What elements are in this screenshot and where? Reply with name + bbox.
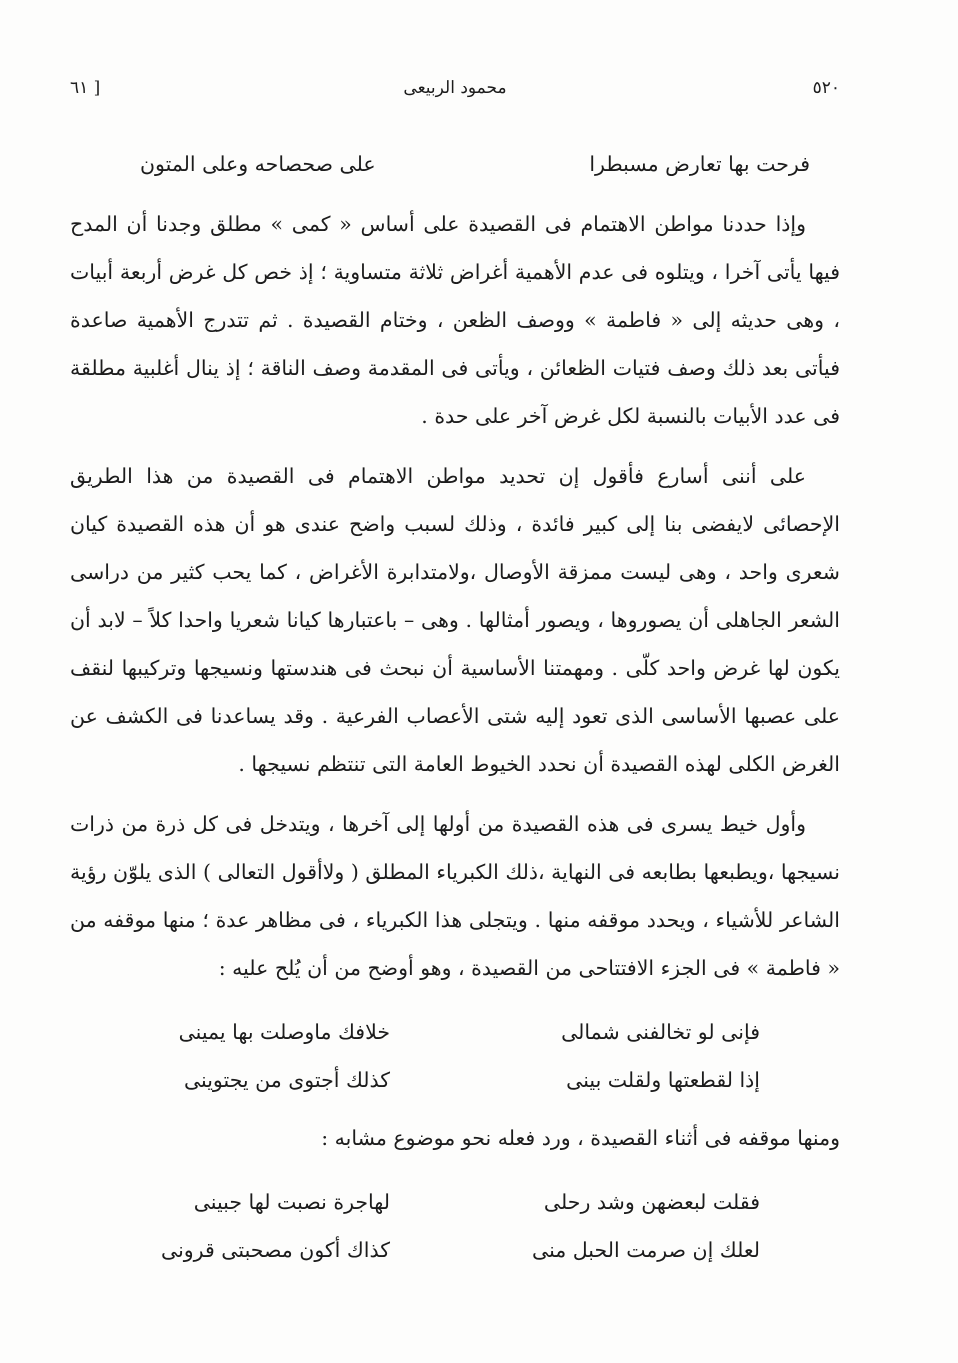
verse-half-1: لعلك إن صرمت الحبل منى	[532, 1238, 760, 1262]
verse-half-1: فإنى لو تخالفنى شمالى	[561, 1020, 760, 1044]
verse-half-2: كذاك أكون مصحبتى قرونى	[160, 1238, 390, 1262]
verse-half-2: لهاجرة نصبت لها جبينى	[193, 1190, 390, 1214]
verse-half-2: كذلك أجتوى من يجتوينى	[183, 1068, 390, 1092]
verse-half-2: خلافك ماوصلت بها يمينى	[178, 1020, 390, 1044]
paragraph-1: وإذا حددنا مواطن الاهتمام فى القصيدة على أساس « كمى » مطلق وجدنا أن المدح فيها يأتى آخرا ، ويتلوه فى عدم الأهمية أغراض ثلاثة متساوية ؛ إذ خص كل غرض أربعة أبيات ، وهى حديثه إلى « فاطمة » ووصف الظعن ، وختام القصيدة . ثم تتدرج الأهمية صاعدة فيأتى بعد ذلك وصف فتيات الظعائن ، ويأتى فى المقدمة وصف الناقة ؛ إذ ينال أغلبية مطلقة فى عدد الأبيات بالنسبة لكل غرض آخر على حدة .	[70, 212, 840, 428]
running-title: محمود الربيعى	[403, 78, 507, 98]
verse-line	[70, 1056, 840, 1104]
verse-line	[70, 1008, 840, 1056]
verse-half-1: إذا لقطعتها ولقلت بينى	[566, 1068, 760, 1092]
paragraph-3: وأول خيط يسرى فى هذه القصيدة من أولها إلى آخرها ، ويتدخل فى كل ذرة من ذرات نسيجها ،ويطبعها بطابعه فى النهاية ،ذلك الكبرياء المطلق ( ولاأقول التعالى ) الذى يلوّن رؤية الشاعر للأشياء ، ويحدد موقفه منها . ويتجلى هذا الكبرياء ، فى مظاهر عدة ؛ منها موقفه من « فاطمة » فى الجزء الافتتاحى من القصيدة ، وهو أوضح من أن يُلح عليه :	[70, 812, 840, 980]
verse-half-2: على صحصاحه وعلى المتون	[140, 152, 376, 176]
verse-line	[70, 1178, 840, 1226]
paragraph-2: على أننى أسارع فأقول إن تحديد مواطن الاهتمام فى القصيدة من هذا الطريق الإحصائى لايفضى بنا إلى كبير فائدة ، وذلك لسبب واضح عندى هو أن هذه القصيدة كيان شعرى واحد ، وهى ليست ممزقة الأوصال ،ولامتدابرة الأغراض ، كما يحب كثير من دراسى الشعر الجاهلى أن يصوروها ، ويصور أمثالها . وهى – باعتبارها كيانا شعريا واحدا كلاً – لابد أن يكون لها غرض واحد كلّى . ومهمتنا الأساسية أن نبحث فى هندستها ونسيجها وتركيبها لنقف على عصبها الأساسى الذى تعود إليه شتى الأعصاب الفرعية . وقد يساعدنا فى الكشف عن الغرض الكلى لهذه القصيدة أن نحدد الخيوط العامة التى تنتظم نسيجها .	[70, 464, 840, 776]
opening-verse	[140, 140, 810, 188]
folio-mark: [ ٦١	[70, 78, 101, 98]
verse-line	[70, 1226, 840, 1274]
bridge-line: ومنها موقفه فى أثناء القصيدة ، ورد فعله نحو موضوع مشابه :	[321, 1126, 840, 1150]
verse-half-1: فرحت بها تعارض مسبطرا	[589, 152, 810, 176]
page-header	[70, 78, 840, 108]
couplet-2	[70, 1178, 840, 1274]
couplet-1	[70, 1008, 840, 1104]
body-text	[70, 140, 840, 1284]
verse-half-1: فقلت لبعضهن وشد رحلى	[543, 1190, 760, 1214]
page-number: ٥٢٠	[812, 78, 840, 98]
